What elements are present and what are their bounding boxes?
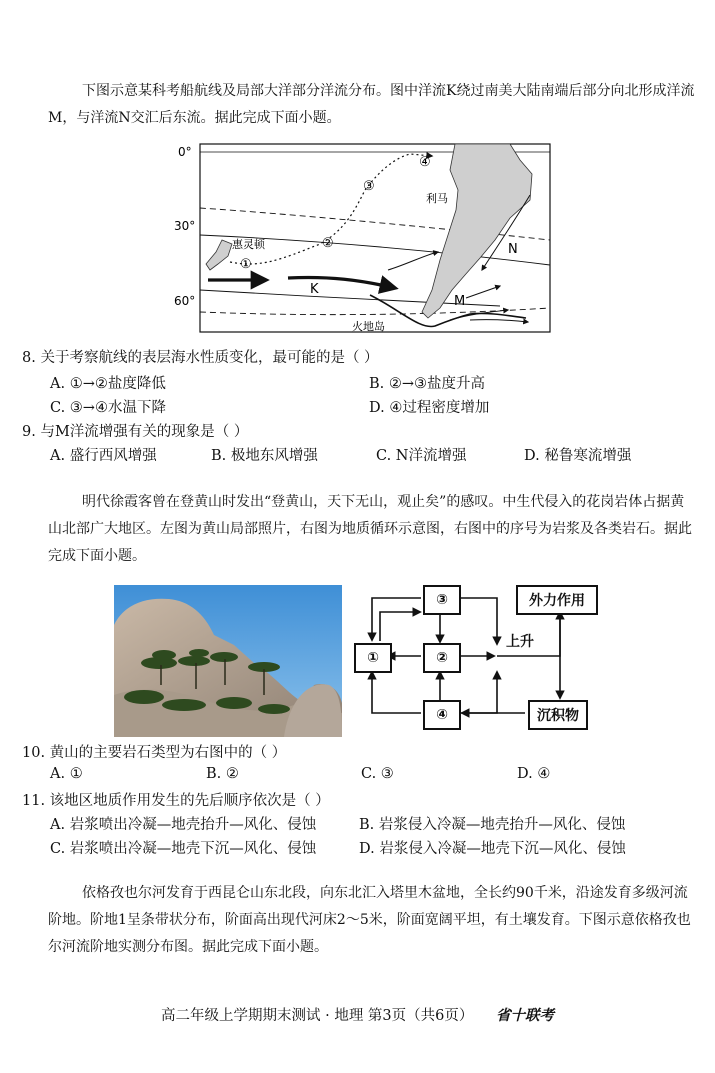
lat-0-label: 0° [178, 145, 192, 159]
q11-option-b[interactable]: B. 岩浆侵入冷凝—地壳抬升—风化、侵蚀 [359, 817, 626, 833]
lat-30-label: 30° [174, 219, 196, 233]
q11-option-a[interactable]: A. 岩浆喷出冷凝—地壳抬升—风化、侵蚀 [50, 817, 317, 833]
q8-option-b[interactable]: B. ②→③盐度升高 [369, 376, 486, 392]
q9-option-a[interactable]: A. 盛行西风增强 [50, 448, 157, 464]
place-tierra-del-fuego: 火地岛 [352, 320, 385, 333]
cycle-external-force: 外力作用 [516, 585, 598, 615]
question-9-stem: 9. 与M洋流增强有关的现象是（ ） [22, 424, 249, 440]
current-m: M [454, 294, 466, 309]
current-k: K [310, 282, 319, 297]
lat-60-label: 60° [174, 294, 196, 308]
cycle-node-3: ③ [423, 585, 461, 615]
q8-option-c[interactable]: C. ③→④水温下降 [50, 400, 166, 416]
waypoint-1: ① [240, 257, 252, 272]
huangshan-photo [114, 585, 342, 737]
question-10-stem: 10. 黄山的主要岩石类型为右图中的（ ） [22, 745, 287, 761]
page-footer [0, 1004, 715, 1025]
footer-text: 高二年级上学期期末测试 · 地理 第3页（共6页） [161, 1008, 474, 1024]
cycle-uplift-label: 上升 [506, 634, 534, 650]
question-11-stem: 11. 该地区地质作用发生的先后顺序依次是（ ） [22, 793, 330, 809]
q10-option-c[interactable]: C. ③ [361, 766, 394, 782]
place-lima: 利马 [426, 192, 448, 205]
q9-option-d[interactable]: D. 秘鲁寒流增强 [524, 448, 632, 464]
q11-option-c[interactable]: C. 岩浆喷出冷凝—地壳下沉—风化、侵蚀 [50, 841, 317, 857]
q11-option-d[interactable]: D. 岩浆侵入冷凝—地壳下沉—风化、侵蚀 [359, 841, 626, 857]
current-n: N [508, 242, 518, 257]
q8-option-d[interactable]: D. ④过程密度增加 [369, 400, 490, 416]
q10-option-d[interactable]: D. ④ [517, 766, 551, 782]
cycle-node-4: ④ [423, 700, 461, 730]
ocean-current-map [170, 140, 555, 336]
footer-brand: 省十联考 [496, 1007, 554, 1024]
passage-1: 下图示意某科考船航线及局部大洋部分洋流分布。图中洋流K绕过南美大陆南端后部分向北形成洋流M，与洋流N交汇后东流。据此完成下面小题。 [48, 83, 695, 126]
waypoint-2: ② [322, 236, 334, 251]
waypoint-3: ③ [363, 179, 375, 194]
q10-option-b[interactable]: B. ② [206, 766, 239, 782]
cycle-node-1: ① [354, 643, 392, 673]
q8-option-a[interactable]: A. ①→②盐度降低 [50, 376, 166, 392]
waypoint-4: ④ [419, 155, 431, 170]
q9-option-b[interactable]: B. 极地东风增强 [211, 448, 318, 464]
question-8-stem: 8. 关于考察航线的表层海水性质变化，最可能的是（ ） [22, 350, 379, 366]
cycle-sediment: 沉积物 [528, 700, 588, 730]
place-wellington: 惠灵顿 [232, 238, 265, 251]
passage-2: 明代徐霞客曾在登黄山时发出“登黄山，天下无山，观止矣”的感叹。中生代侵入的花岗岩体占据黄山北部广大地区。左图为黄山局部照片，右图为地质循环示意图，右图中的序号为岩浆及各类岩石。据此完成下面小题。 [48, 494, 692, 564]
q10-option-a[interactable]: A. ① [50, 766, 83, 782]
passage-3: 依格孜也尔河发育于西昆仑山东北段，向东北汇入塔里木盆地，全长约90千米，沿途发育多级河流阶地。阶地1呈条带状分布，阶面高出现代河床2～5米，阶面宽阔平坦，有土壤发育。下图示意依格孜也尔河流阶地实测分布图。据此完成下面小题。 [48, 885, 691, 955]
q9-option-c[interactable]: C. N洋流增强 [376, 448, 467, 464]
cycle-node-2: ② [423, 643, 461, 673]
